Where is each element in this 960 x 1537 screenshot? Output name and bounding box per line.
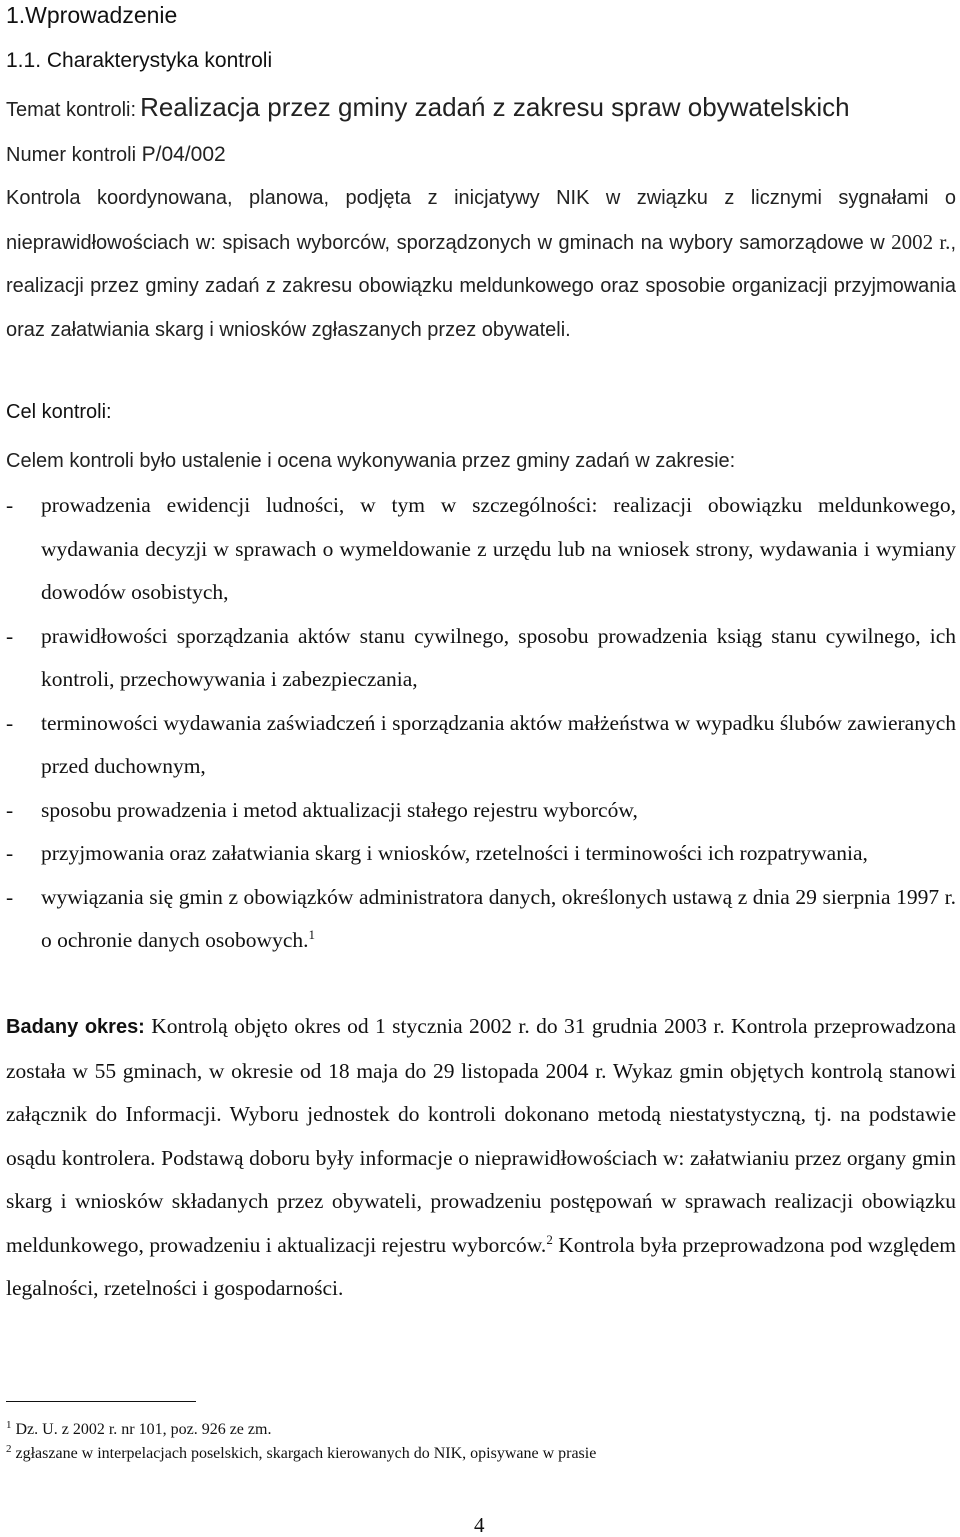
footnote-mark: 1 (6, 1418, 12, 1431)
footnote-2 (6, 1443, 596, 1465)
list-item-text: wywiązania się gmin z obowiązków administratora danych, określonych ustawą z dnia 29 sierpnia 1997 r. o ochronie danych osobowych. (41, 884, 956, 952)
list-item (6, 615, 956, 702)
list-item-text: terminowości wydawania zaświadczeń i sporządzania aktów małżeństwa w wypadku ślubów zawieranych przed duchownym, (41, 710, 956, 778)
control-number-value: P/04/002 (141, 143, 226, 166)
footnote-ref[interactable]: 2 (546, 1231, 553, 1247)
footnote-divider (6, 1401, 196, 1402)
list-item (6, 484, 956, 615)
control-number (6, 140, 226, 170)
intro-text-a: Kontrola koordynowana, planowa, podjęta z inicjatywy NIK w związku z licznymi sygnałami o nieprawidłowościach w: spisach wyborców, sporządzonych w gminach na wybory samorządowe w (6, 187, 956, 254)
footnote-mark: 2 (6, 1442, 12, 1455)
footnote-1 (6, 1419, 271, 1441)
list-dash: - (6, 710, 14, 735)
page-number: 4 (474, 1513, 485, 1537)
control-subject (6, 89, 850, 130)
list-dash: - (6, 797, 14, 822)
period-text-a: Kontrolą objęto okres od 1 stycznia 2002 r. do 31 grudnia 2003 r. Kontrola przeprowadzona została w 55 gminach, w okresie od 18 maja do 29 listopada 2004 r. Wykaz gmin objętych kontrolą stanowi załącznik do Informacji. Wyboru jednostek do kontroli dokonano metodą niestatystyczną, tj. na podstawie osądu kontrolera. Podstawą doboru były informacje o nieprawidłowościach w: załatwianiu przez organy gmin skarg i wniosków składanych przez obywateli, prowadzeniu postępowań w sprawach realizacji obowiązku meldunkowego, prowadzeniu i aktualizacji rejestru wyborców. (6, 1014, 956, 1257)
subsection-heading: 1.1. Charakterystyka kontroli (6, 49, 273, 72)
footnote-ref[interactable]: 1 (308, 926, 315, 942)
goal-heading: Cel kontroli: (6, 401, 112, 423)
list-item-text: sposobu prowadzenia i metod aktualizacji stałego rejestru wyborców, (41, 797, 638, 822)
list-dash: - (6, 623, 14, 648)
list-item-text: prawidłowości sporządzania aktów stanu cywilnego, sposobu prowadzenia ksiąg stanu cywilnego, ich kontroli, przechowywania i zabezpieczania, (41, 623, 956, 691)
list-item-text: przyjmowania oraz załatwiania skarg i wniosków, rzetelności i terminowości ich rozpatrywania, (41, 841, 868, 865)
footnote-text: zgłaszane w interpelacjach poselskich, skargach kierowanych do NIK, opisywane w prasie (15, 1445, 597, 1462)
list-dash: - (6, 493, 14, 517)
goal-intro: Celem kontroli było ustalenie i ocena wykonywania przez gminy zadań w zakresie: (6, 450, 736, 472)
list-item (6, 876, 956, 963)
intro-text-b: , realizacji przez gminy zadań z zakresu obowiązku meldunkowego oraz sposobie organizacji przyjmowania oraz załatwiania skarg i wniosków zgłaszanych przez obywateli. (6, 231, 956, 341)
intro-year: 2002 r. (891, 229, 951, 254)
intro-paragraph (6, 177, 956, 352)
list-item (6, 832, 956, 876)
goal-list (6, 484, 956, 963)
list-item-text: prowadzenia ewidencji ludności, w tym w szczególności: realizacji obowiązku meldunkowego, wydawania decyzji w sprawach o wymeldowanie z urzędu lub na wniosek strony, wydawania i wymiany dowodów osobistych, (41, 493, 956, 604)
section-heading: 1.Wprowadzenie (6, 2, 178, 28)
control-subject-value: Realizacja przez gminy zadań z zakresu spraw obywatelskich (140, 92, 850, 122)
control-number-label: Numer kontroli (6, 144, 137, 166)
control-subject-label: Temat kontroli: (6, 99, 137, 121)
list-item (6, 702, 956, 789)
list-dash: - (6, 841, 14, 865)
period-text-b: Kontrola była przeprowadzona pod względem legalności, rzetelności i gospodarności. (6, 1232, 956, 1300)
list-item (6, 789, 956, 833)
period-label: Badany okres: (6, 1016, 145, 1038)
list-dash: - (6, 884, 14, 909)
footnote-text: Dz. U. z 2002 r. nr 101, poz. 926 ze zm. (15, 1421, 272, 1438)
period-paragraph (6, 1005, 956, 1311)
